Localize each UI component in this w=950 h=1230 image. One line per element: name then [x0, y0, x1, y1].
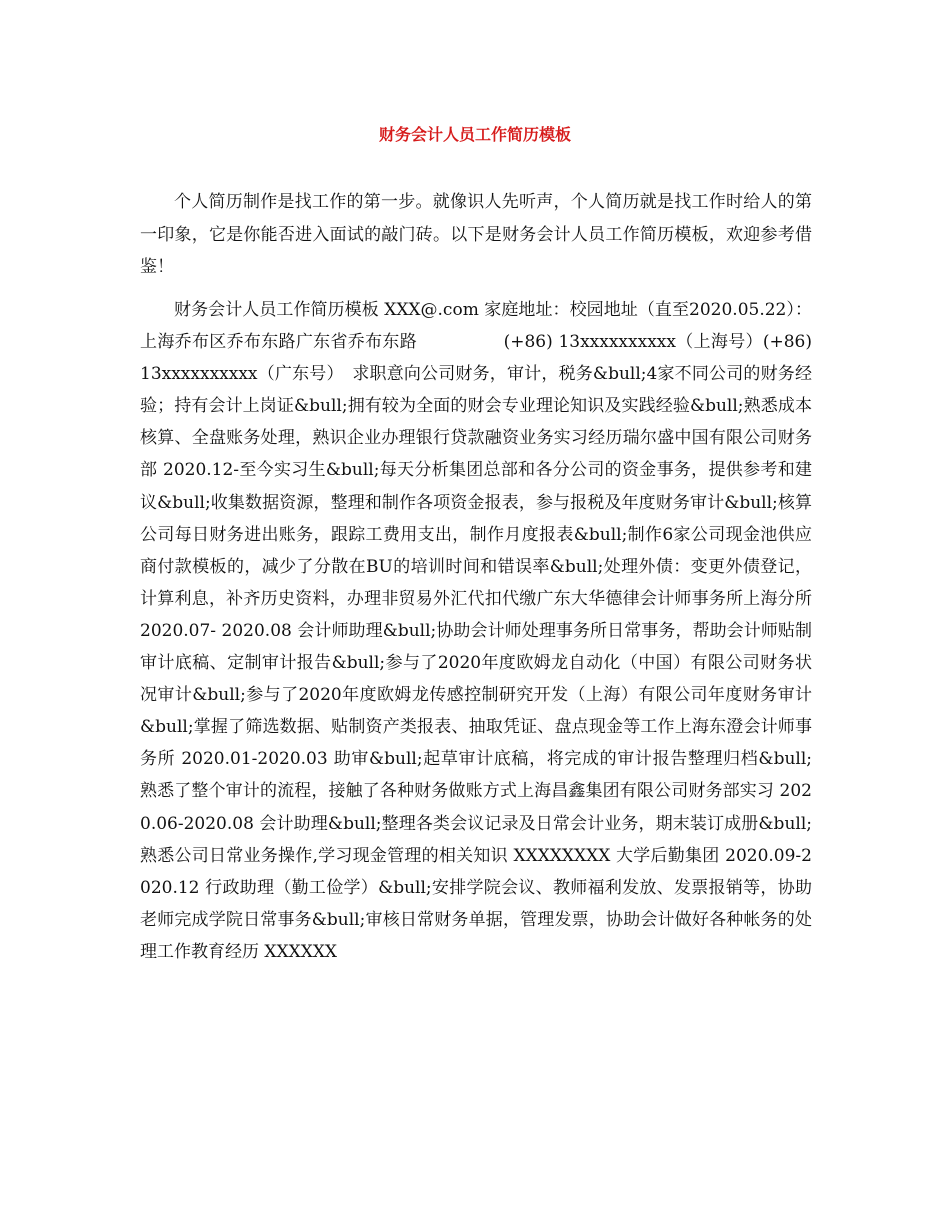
resume-body-paragraph: 财务会计人员工作简历模板 XXX@.com 家庭地址：校园地址（直至2020.05.22）：上海乔布区乔布东路广东省乔布东路 (+86) 13xxxxxxxxxx（上海号）(+86) 13xxxxxxxxxx（广东号） 求职意向公司财务，审计，税务&bull;4家不同公司的财务经验；持有会计上岗证&bull;拥有较为全面的财会专业理论知识及实践经验&bull;熟悉成本核算、全盘账务处理，熟识企业办理银行贷款融资业务实习经历瑞尔盛中国有限公司财务部 2020.12-至今实习生&bull;每天分析集团总部和各分公司的资金事务，提供参考和建议&bull;收集数据资源，整理和制作各项资金报表，参与报税及年度财务审计&bull;核算公司每日财务进出账务，跟踪工费用支出，制作月度报表&bull;制作6家公司现金池供应商付款模板的，减少了分散在BU的培训时间和错误率&bull;处理外债：变更外债登记，计算利息，补齐历史资料，办理非贸易外汇代扣代缴广东大华德律会计师事务所上海分所 2020.07- 2020.08 会计师助理&bull;协助会计师处理事务所日常事务，帮助会计师贴制审计底稿、定制审计报告&bull;参与了2020年度欧姆龙自动化（中国）有限公司财务状况审计&bull;参与了2020年度欧姆龙传感控制研究开发（上海）有限公司年度财务审计&bull;掌握了筛选数据、贴制资产类报表、抽取凭证、盘点现金等工作上海东澄会计师事务所 2020.01-2020.03 助审&bull;起草审计底稿，将完成的审计报告整理归档&bull;熟悉了整个审计的流程，接触了各种财务做账方式上海昌鑫集团有限公司财务部实习 2020.06-2020.08 会计助理&bull;整理各类会议记录及日常会计业务，期末装订成册&bull;熟悉公司日常业务操作,学习现金管理的相关知识 XXXXXXXX 大学后勤集团 2020.09-2020.12 行政助理（勤工俭学）&bull;安排学院会议、教师福利发放、发票报销等，协助老师完成学院日常事务&bull;审核日常财务单据，管理发票，协助会计做好各种帐务的处理工作教育经历 XXXXXX [140, 300, 812, 962]
intro-paragraph: 个人简历制作是找工作的第一步。就像识人先听声，个人简历就是找工作时给人的第一印象，它是你能否进入面试的敲门砖。以下是财务会计人员工作简历模板，欢迎参考借鉴！ [140, 192, 812, 278]
document-title: 财务会计人员工作简历模板 [378, 125, 571, 144]
